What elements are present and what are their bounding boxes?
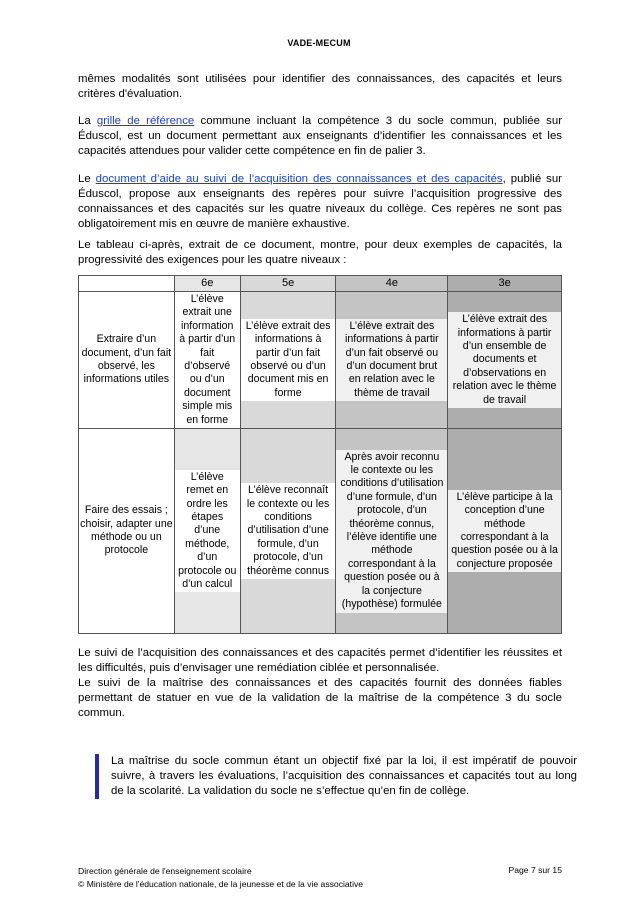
level-cell: L’élève extrait des informations à partir d’un fait observé ou d’un document brut en relation avec le thème de travail: [336, 292, 448, 429]
progression-table: [78, 275, 562, 634]
level-cell: L’élève participe à la conception d’une méthode correspondant à la question posée ou à la conjecture proposée: [448, 429, 562, 634]
level-cell: L’élève extrait des informations à partir d’un fait observé ou d’un document mis en forme: [240, 292, 336, 429]
table-row: [79, 292, 562, 429]
level-header-4: 4e: [336, 276, 448, 292]
after-table-paragraph-1: Le suivi de l’acquisition des connaissances et des capacités permet d’identifier les réussites et les difficultés, puis d’envisager une remédiation ciblée et personnalisée.: [78, 647, 562, 674]
level-header-6: 6e: [174, 276, 240, 292]
level-cell: Après avoir reconnu le contexte ou les conditions d’utilisation d’une formule, d’un protocole, d’un théorème connus, l’élève identifie une méthode correspondant à la question posée ou à la conjecture (hypothèse) formulée: [336, 429, 448, 634]
document-header: VADE-MECUM: [287, 38, 351, 48]
table-row: [79, 429, 562, 634]
level-header-5: 5e: [240, 276, 336, 292]
level-cell: L’élève extrait une information à partir d’un fait d’observé ou d’un document simple mis en forme: [174, 292, 240, 429]
intro-paragraph-2: La grille de référence commune incluant la compétence 3 du socle commun, publiée sur Éduscol, est un document permettant aux enseignants d’identifier les connaissances et les capacités attendues pour valider cette compétence en fin de palier 3.: [78, 115, 562, 157]
level-cell: L’élève extrait des informations à partir d’un ensemble de documents et d’observations en relation avec le thème de travail: [448, 292, 562, 429]
tracking-document-link[interactable]: document d’aide au suivi de l’acquisition des connaissances et des capacités: [95, 173, 503, 185]
footer-line-2: © Ministère de l'éducation nationale, de la jeunesse et de la vie associative: [78, 879, 364, 889]
level-cell: L’élève reconnaît le contexte ou les conditions d’utilisation d’une formule, d’un protocole, d’un théorème connus: [240, 429, 336, 634]
intro-paragraph-3: Le document d’aide au suivi de l’acquisition des connaissances et des capacités, publié sur Éduscol, propose aux enseignants des repères pour suivre l’acquisition progressive des connaissances et des capacités sur les quatre niveaux du collège. Ces repères ne sont pas obligatoirement mis en œuvre de manière exhaustive.: [78, 173, 562, 230]
footer-line-1: Direction générale de l'enseignement scolaire: [78, 866, 252, 876]
table-header-row: [79, 276, 562, 292]
page-number: Page 7 sur 15: [508, 865, 562, 875]
capacity-label: Faire des essais ; choisir, adapter une méthode ou un protocole: [79, 429, 175, 634]
footer-text: [78, 865, 363, 891]
after-table-paragraph-2: Le suivi de la maîtrise des connaissances et des capacités fournit des données fiables permettant de statuer en vue de la validation de la maîtrise de la compétence 3 du socle commun.: [78, 677, 562, 719]
reference-grid-link[interactable]: grille de référence: [96, 115, 195, 127]
highlight-quote: La maîtrise du socle commun étant un objectif fixé par la loi, il est impératif de pouvoir suivre, à travers les évaluations, l’acquisition des connaissances et capacités tout au long de la scolarité. La validation du socle ne s’effectue qu’en fin de collège.: [95, 754, 577, 799]
intro-paragraph-1: mêmes modalités sont utilisées pour identifier des connaissances, des capacités et leurs critères d'évaluation.: [78, 73, 562, 100]
level-cell: L’élève remet en ordre les étapes d’une méthode, d’un protocole ou d’un calcul: [174, 429, 240, 634]
capacity-label: Extraire d’un document, d’un fait observé, les informations utiles: [79, 292, 175, 429]
table-corner: [79, 276, 175, 292]
intro-paragraph-4: Le tableau ci-après, extrait de ce document, montre, pour deux exemples de capacités, la progressivité des exigences pour les quatre niveaux :: [78, 239, 562, 266]
level-header-3: 3e: [448, 276, 562, 292]
